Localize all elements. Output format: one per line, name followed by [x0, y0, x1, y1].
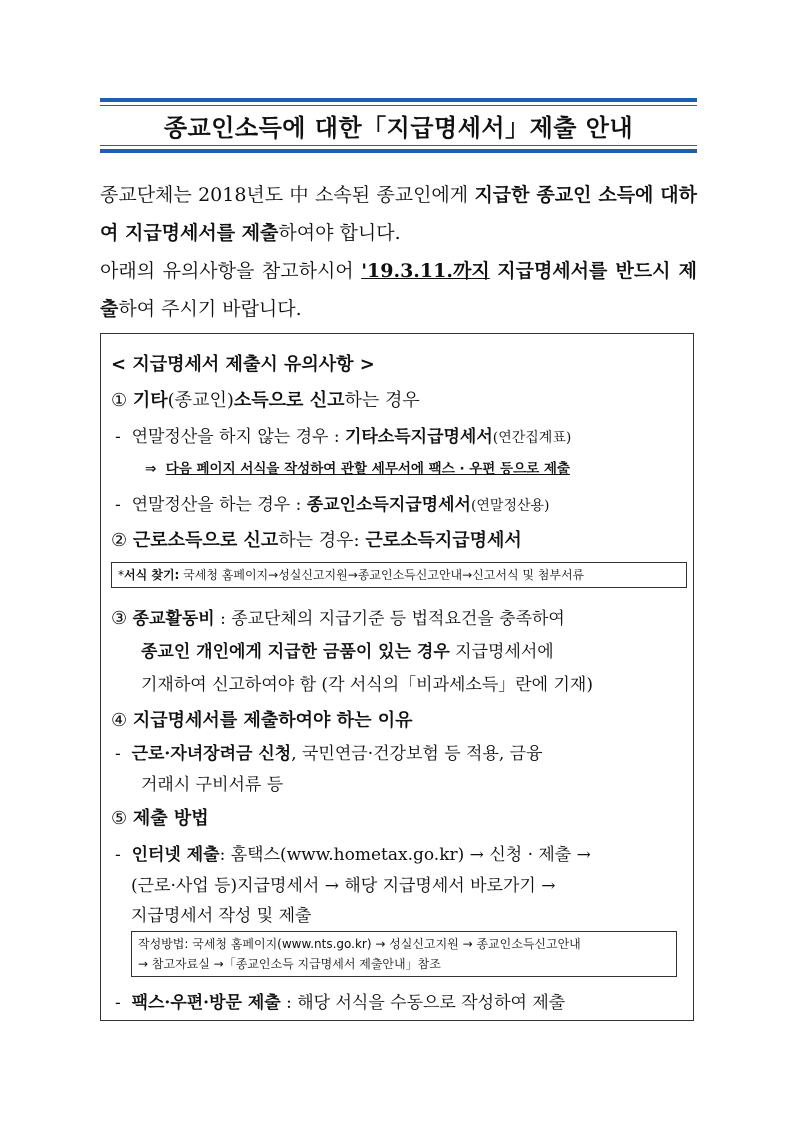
section-3-bold2: 종교인 개인에게 지급한 금품이 있는 경우 [141, 642, 450, 662]
page-title: 종교인소득에 대한「지급명세서」제출 안내 [163, 114, 634, 142]
section-1-item-b [115, 490, 549, 515]
section-number: ⑤ [111, 808, 128, 829]
section-4-item [115, 739, 543, 764]
section-5-item-b [115, 988, 565, 1013]
intro-text-end: 하여야 합니다. [278, 222, 401, 244]
method-line-1: 작성방법: 국세청 홈페이지(www.nts.go.kr) → 성실신고지원 → 종교인소득신고안내 [138, 937, 581, 951]
find-label: 서식 찾기: [124, 568, 180, 582]
note-text: 다음 페이지 서식을 작성하여 관할 세무서에 팩스 · 우편 등으로 제출 [165, 461, 570, 477]
section-4-title [111, 706, 413, 732]
dash: - [115, 744, 121, 764]
item-bold: 근로·자녀장려금 신청 [131, 744, 292, 764]
section-1-item-a [115, 422, 571, 447]
intro-text: 종교단체는 2018년도 中 소속된 종교인에게 [100, 184, 475, 206]
section-number: ① [111, 390, 128, 411]
item-bold: 기타소득지급명세서 [344, 427, 493, 447]
dash: - [115, 495, 121, 515]
item-paren: (연말정산용) [470, 498, 550, 514]
dash: - [115, 993, 121, 1013]
intro-bold-text: 지급명세서를 반드시 제출 [100, 260, 697, 320]
star-icon: * [118, 568, 124, 582]
section-number: ④ [111, 710, 128, 731]
item-text: : 해당 서식을 수동으로 작성하여 제출 [280, 993, 566, 1013]
arrow-icon: ⇒ [145, 461, 157, 477]
item-text: 연말정산을 하지 않는 경우 : [131, 427, 345, 447]
intro-paragraph-2 [100, 252, 697, 328]
form-find-box [111, 562, 687, 588]
section-3-bold: 종교활동비 [132, 609, 215, 629]
section-2-mid: 하는 경우: [278, 530, 366, 551]
section-3-text2: 지급명세서에 [449, 642, 554, 662]
method-box [131, 931, 677, 977]
title-banner [100, 98, 697, 153]
section-3-line-2 [141, 637, 554, 662]
section-2-bold2: 근로소득지급명세서 [365, 530, 522, 551]
section-4-item-cont: 거래시 구비서류 등 [141, 775, 284, 795]
item-bold: 팩스·우편·방문 제출 [131, 993, 281, 1013]
dash: - [115, 427, 121, 447]
section-4-heading: 지급명세서를 제출하여야 하는 이유 [132, 710, 413, 731]
section-5-item-a [115, 840, 591, 865]
intro-text-end: 하여 주시기 바랍니다. [118, 298, 302, 320]
section-5-item-a-cont2: 지급명세서 작성 및 제출 [131, 906, 312, 926]
section-1-title [111, 386, 420, 412]
section-2-bold: 근로소득으로 신고 [132, 530, 279, 551]
find-path: 국세청 홈페이지→성실신고지원→종교인소득신고안내→신고서식 및 첨부서류 [179, 568, 585, 582]
section-number: ③ [111, 608, 128, 629]
section-1-note [145, 457, 570, 477]
intro-bold-text: 지급한 종교인 소득에 대하여 지급명세서를 제출 [100, 184, 697, 244]
section-3-line-1 [111, 604, 565, 629]
section-number: ② [111, 530, 128, 551]
item-text: 연말정산을 하는 경우 : [131, 495, 307, 515]
item-text: , 국민연금·건강보험 등 적용, 금융 [291, 744, 543, 764]
section-5-heading: 제출 방법 [132, 808, 209, 829]
notice-heading: < 지급명세서 제출시 유의사항 > [111, 354, 375, 375]
section-1-end: 하는 경우 [344, 390, 420, 411]
method-line-2: → 참고자료실 →「종교인소득 지급명세서 제출안내」참조 [138, 957, 441, 971]
dash: - [115, 845, 121, 865]
section-1-bold: 기타 [132, 390, 168, 411]
section-3-line-3: 기재하여 신고하여야 함 (각 서식의「비과세소득」란에 기재) [141, 675, 593, 695]
item-bold: 종교인소득지급명세서 [306, 495, 471, 515]
section-2-title [111, 526, 522, 552]
intro-paragraph-1 [100, 176, 697, 252]
section-5-item-a-cont: (근로·사업 등)지급명세서 → 해당 지급명세서 바로가기 → [131, 876, 556, 896]
notice-box [100, 333, 694, 1021]
deadline-date: '19.3.11.까지 [361, 260, 490, 282]
item-text: : 홈택스(www.hometax.go.kr) → 신청 · 제출 → [219, 845, 591, 865]
section-1-bold2: 소득으로 신고 [233, 390, 345, 411]
section-5-title [111, 804, 209, 830]
section-1-mid: (종교인) [167, 390, 234, 411]
item-paren: (연간집계표) [492, 430, 572, 446]
section-3-text: : 종교단체의 지급기준 등 법적요건을 충족하여 [214, 609, 565, 629]
intro-text: 아래의 유의사항을 참고하시어 [100, 260, 362, 282]
item-bold: 인터넷 제출 [131, 845, 220, 865]
